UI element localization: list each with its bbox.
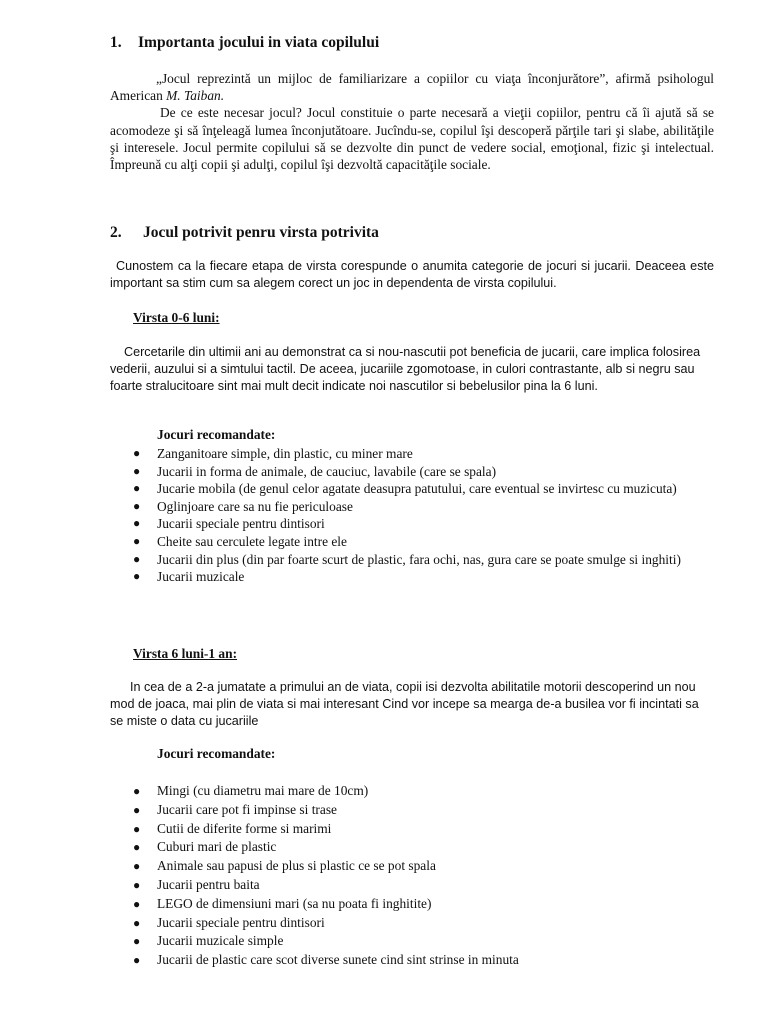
list-item-text: Jucarii de plastic care scot diverse sunete cind sint strinse in minuta xyxy=(157,952,519,968)
list-item-text: Mingi (cu diametru mai mare de 10cm) xyxy=(157,783,369,798)
age-0-6-paragraph: Cercetarile din ultimii ani au demonstrat ca si nou-nascutii pot beneficia de jucarii, care implica folosirea vederii, auzului si a simtului tactil. De aceea, jucariile zgomotoase, in culori contrastante, alb si negru sau foarte stralucitoare sint mai mult decit indicate noi nascutilor si bebelusilor pina la 6 luni. xyxy=(110,345,701,394)
bullet-icon: ● xyxy=(133,840,141,855)
bullet-icon: ● xyxy=(133,877,141,892)
bullet-icon: ● xyxy=(133,915,141,930)
section-2-intro xyxy=(110,258,714,292)
bullet-icon: ● xyxy=(133,463,141,478)
list-item-text: Jucarie mobila (de genul celor agatate deasupra patutului, care eventual se invirtesc cu muzicuta) xyxy=(157,481,677,497)
list-item xyxy=(131,820,715,839)
list-item xyxy=(131,551,715,569)
bullet-icon: ● xyxy=(133,896,141,911)
bullet-icon: ● xyxy=(133,551,141,566)
list-item xyxy=(131,498,715,516)
list-item-text: Animale sau papusi de plus si plastic ce se pot spala xyxy=(157,858,436,874)
list-item xyxy=(131,463,715,481)
bullet-icon: ● xyxy=(133,802,141,817)
importance-paragraph: De ce este necesar jocul? Jocul constituie o parte necesară a vieţii copiilor, pentru că îi ajută să se acomodeze şi să înţeleagă lumea înconjutătoare. Jucîndu-se, copilul îşi descoperă părţile tari şi slabe, abilităţile şi interesele. Jocul permite copilului să se dezvolte din punct de vedere social, emoţional, fizic şi intelectual. Împreună cu alţi copii şi adulţi, copilul îşi dezvoltă capacităţile sociale. xyxy=(110,105,714,173)
list-item-text: Cuburi mari de plastic xyxy=(157,839,277,855)
bullet-icon: ● xyxy=(133,533,141,548)
list-item-text: Jucarii in forma de animale, de cauciuc, lavabile (care se spala) xyxy=(157,463,497,479)
bullet-icon: ● xyxy=(133,934,141,949)
age-6-12-heading: Virsta 6 luni-1 an: xyxy=(133,646,238,661)
bullet-icon: ● xyxy=(133,516,141,531)
age-0-6-heading: Virsta 0-6 luni: xyxy=(133,310,220,325)
list-item xyxy=(131,895,715,914)
list-item xyxy=(131,932,715,951)
bullet-icon: ● xyxy=(133,446,141,460)
list-item xyxy=(131,838,715,857)
bullet-icon: ● xyxy=(133,569,141,584)
bullet-icon: ● xyxy=(133,953,141,968)
bullet-icon: ● xyxy=(133,498,141,513)
list-item-text: Jucarii speciale pentru dintisori xyxy=(157,516,325,532)
list-item xyxy=(131,445,715,463)
bullet-icon: ● xyxy=(133,859,141,874)
list-item xyxy=(131,801,715,820)
section-2-title: Jocul potrivit penru virsta potrivita xyxy=(143,224,379,241)
list-item-text: Jucarii din plus (din par foarte scurt de plastic, fara ochi, nas, gura care se poate smulge si inghiti) xyxy=(157,551,681,567)
list-item-text: Oglinjoare care sa nu fie periculoase xyxy=(157,498,353,514)
bullet-icon: ● xyxy=(133,481,141,496)
quote-text: „Jocul reprezintă un mijloc de familiarizare a copiilor cu viaţa înconjurătore”, afirmă psihologul American xyxy=(110,71,714,104)
age-0-6-recommended-label: Jocuri recomandate: xyxy=(157,427,276,442)
list-item-text: Cutii de diferite forme si marimi xyxy=(157,820,332,836)
age-0-6-body xyxy=(110,344,714,396)
list-item-text: Jucarii muzicale xyxy=(157,569,245,585)
bullet-icon: ● xyxy=(133,821,141,836)
list-item-text: Jucarii care pot fi impinse si trase xyxy=(157,801,337,817)
list-item-text: Jucarii pentru baita xyxy=(157,876,260,892)
section-1-title: Importanta jocului in viata copilului xyxy=(138,34,380,51)
list-item xyxy=(131,782,715,801)
quote-author: M. Taiban. xyxy=(166,88,225,104)
section-2-number: 2. xyxy=(110,224,122,241)
list-item xyxy=(131,515,715,533)
age-6-12-recommended-label: Jocuri recomandate: xyxy=(157,746,276,761)
age-0-6-toy-list xyxy=(131,445,715,586)
intro-paragraph: Cunostem ca la fiecare etapa de virsta corespunde o anumita categorie de jocuri si jucarii. Deaceea este important sa stim cum sa alegem corect un joc in dependenta de virsta copilului. xyxy=(110,259,714,291)
list-item xyxy=(131,876,715,895)
list-item-text: Cheite sau cerculete legate intre ele xyxy=(157,533,347,549)
section-1-body xyxy=(110,70,714,173)
list-item-text: Jucarii speciale pentru dintisori xyxy=(157,914,325,930)
list-item xyxy=(131,914,715,933)
age-6-12-toy-list xyxy=(131,782,715,970)
list-item xyxy=(131,857,715,876)
section-1-number: 1. xyxy=(110,34,122,51)
section-2-heading xyxy=(110,224,379,242)
list-item-text: Jucarii muzicale simple xyxy=(157,933,284,949)
quote-paragraph xyxy=(110,70,714,104)
section-1-heading xyxy=(110,34,379,52)
bullet-icon: ● xyxy=(133,784,141,798)
list-item xyxy=(131,533,715,551)
age-6-12-body xyxy=(110,679,714,731)
list-item-text: LEGO de dimensiuni mari (sa nu poata fi inghitite) xyxy=(157,895,432,911)
list-item xyxy=(131,568,715,586)
list-item-text: Zanganitoare simple, din plastic, cu miner mare xyxy=(157,446,413,461)
list-item xyxy=(131,480,715,498)
list-item xyxy=(131,951,715,970)
age-6-12-paragraph: In cea de a 2-a jumatate a primului an de viata, copii isi dezvolta abilitatile motorii descoperind un nou mod de joaca, mai plin de viata si mai interesant Cind vor incepe sa mearga de-a busilea vor fi incintati sa se miste o data cu jucariile xyxy=(110,680,699,729)
